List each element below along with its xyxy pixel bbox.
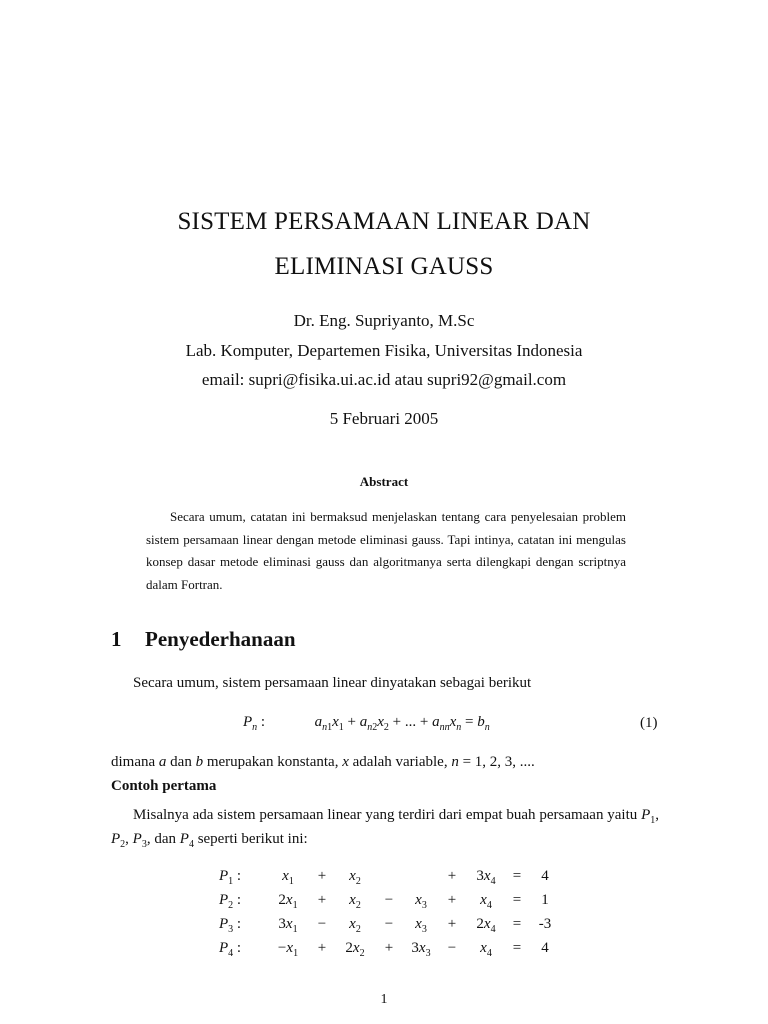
author: Dr. Eng. Supriyanto, M.Sc [293, 311, 475, 330]
system-cell: $x_3$ [415, 892, 427, 911]
equation-1-lhs: $P_n$ : [243, 714, 266, 733]
system-cell: + [447, 916, 457, 932]
system-cell: 4 [541, 868, 549, 884]
system-cell: + [317, 940, 327, 956]
system-cell: + [447, 868, 457, 884]
system-cell: $3x_3$ [411, 940, 431, 959]
system-cell: $2x_1$ [278, 892, 298, 911]
system-cell: − [317, 916, 327, 932]
section-number: 1 [111, 627, 122, 651]
example-paragraph: Misalnya ada sistem persamaan linear yang terdiri dari empat buah persamaan yaitu $P_1$, $P_2$, $P_3$, dan $P_4$ seperti berikut ini: [111, 807, 660, 850]
system-cell: = [512, 940, 522, 956]
system-row-label: $P_2$ : [219, 892, 242, 911]
title-line-1: SISTEM PERSAMAAN LINEAR DAN [177, 208, 591, 235]
system-cell: $x_3$ [415, 916, 427, 935]
section-title: Penyederhanaan [145, 627, 296, 651]
system-cell: $3x_1$ [278, 916, 298, 935]
system-cell: − [384, 892, 394, 908]
affiliation: Lab. Komputer, Departemen Fisika, Universitas Indonesia [185, 341, 583, 360]
abstract-body: Secara umum, catatan ini bermaksud menjelaskan tentang cara penyelesaian problem sistem persamaan linear dengan metode eliminasi gauss. Tapi intinya, catatan ini mengulas konsep dasar metode eliminasi gauss dan algoritmanya serta dilengkapi dengan scriptnya dalam Fortran. [146, 509, 626, 592]
system-cell: − [447, 940, 457, 956]
intro-text: Secara umum, sistem persamaan linear dinyatakan sebagai berikut [133, 675, 532, 691]
page-number: 1 [380, 992, 388, 1007]
system-cell: -3 [538, 916, 552, 932]
system-cell: $2x_2$ [345, 940, 365, 959]
system-row-label: $P_1$ : [219, 868, 242, 887]
after-equation-text: dimana a dan b merupakan konstanta, x adalah variable, n = 1, 2, 3, .... [111, 754, 535, 770]
equation-1 [243, 714, 490, 731]
equation-1-rhs: $a_{n1}x_1 + a_{n2}x_2$ + ... + $a_{nn}x_n = b_n$ [314, 714, 490, 733]
system-cell: = [512, 868, 522, 884]
email: email: supri@fisika.ui.ac.id atau supri92@gmail.com [201, 370, 567, 389]
system-cell: − [384, 916, 394, 932]
system-row-label: $P_3$ : [219, 916, 242, 935]
system-cell: $x_4$ [480, 892, 492, 911]
equation-1-number: (1) [640, 715, 658, 731]
system-cell: $-x_1$ [277, 940, 299, 959]
system-cell: $2x_4$ [476, 916, 496, 935]
system-cell: = [512, 916, 522, 932]
system-cell: 1 [541, 892, 549, 908]
system-cell: $x_2$ [349, 868, 361, 887]
system-cell: $x_2$ [349, 892, 361, 911]
example-heading: Contoh pertama [111, 778, 217, 794]
system-cell: $3x_4$ [476, 868, 496, 887]
system-cell: $x_1$ [282, 868, 294, 887]
system-cell: + [317, 868, 327, 884]
n-expression: n = 1, 2, 3, .... [451, 754, 535, 770]
system-cell: + [384, 940, 394, 956]
system-cell: + [317, 892, 327, 908]
title-line-2: ELIMINASI GAUSS [274, 253, 494, 280]
system-cell: $x_2$ [349, 916, 361, 935]
system-cell: = [512, 892, 522, 908]
system-cell: $x_4$ [480, 940, 492, 959]
date: 5 Februari 2005 [329, 409, 439, 428]
system-row-label: $P_4$ : [219, 940, 242, 959]
abstract-heading: Abstract [359, 474, 409, 489]
system-cell: 4 [541, 940, 549, 956]
system-cell: + [447, 892, 457, 908]
